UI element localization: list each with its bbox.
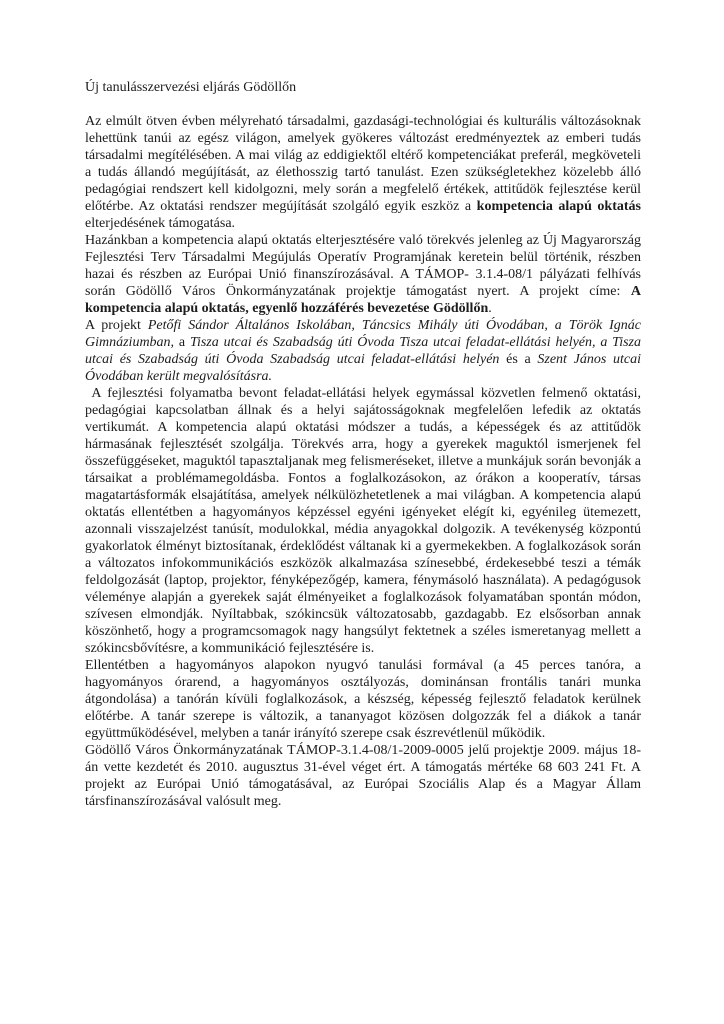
text-run: Ellentétben a hagyományos alapokon nyugvó tanulási formával (a 45 perces tanóra, a hagyományos órarend, a hagyományos osztályozás, dominánsan frontális tanári munka átgondolása) a tanórán kívüli foglalkozások, a készség, képesség fejlesztő feladatok kerülnek előtérbe. A tanár szerepe is változik, a tananyagot közösen dolgozzák fel a diákok a tanár együttműködésével, melyben a tanár irányító szerepe csak észrevétlenül működik.	[85, 658, 641, 741]
text-run: Gödöllő Város Önkormányzatának TÁMOP-3.1.4-08/1-2009-0005 jelű projektje 2009. május 18-án vette kezdetét és 2010. augusztus 31-ével véget ért. A támogatás mértéke 68 603 241 Ft. A projekt az Európai Unió támogatásával, az Európai Szociális Alap és a Magyar Állam társfinanszírozásával valósult meg.	[85, 743, 641, 809]
paragraph	[85, 113, 641, 232]
document-paragraphs	[85, 113, 641, 810]
bold-text-run: A kompetencia alapú oktatás, egyenlő hozzáférés bevezetése Gödöllőn	[85, 284, 641, 316]
paragraph	[85, 317, 641, 385]
paragraph	[85, 742, 641, 810]
italic-text-run: Szent János utcai Óvodában került megvalósításra.	[85, 352, 641, 384]
text-run: Az elmúlt ötven évben mélyreható társadalmi, gazdasági-technológiai és kulturális változásoknak lehettünk tanúi az egész világon, amelyek gyökeres változást eredményeztek az emberi tudás társadalmi megítélésében. A mai világ az eddigiektől eltérő kompetenciákat preferál, megköveteli a tudás állandó megújítását, az élethosszig tartó tanulást. Ezen szükségletekhez közelebb álló pedagógiai rendszert kell kidolgozni, mely során a megfelelő értékek, attitűdök fejlesztése kerül előtérbe. Az oktatási rendszer megújítását szolgáló egyik eszköz a	[85, 114, 641, 214]
text-run: Hazánkban a kompetencia alapú oktatás elterjesztésére való törekvés jelenleg az Új Magyarország Fejlesztési Terv Társadalmi Megújulás Operatív Programjának keretein belül történik, részben hazai és részben az Európai Unió finanszírozásával. A TÁMOP- 3.1.4-08/1 pályázati felhívás során Gödöllő Város Önkormányzatának projektje támogatást nyert. A projekt címe:	[85, 233, 641, 299]
bold-text-run: kompetencia alapú oktatás	[476, 199, 641, 214]
paragraph	[85, 385, 641, 657]
document-title: Új tanulásszervezési eljárás Gödöllőn	[85, 80, 297, 95]
text-run: A projekt	[85, 318, 148, 333]
text-run: .	[488, 301, 492, 316]
document-content	[85, 79, 641, 810]
text-run: a	[174, 335, 190, 350]
italic-text-run: Tisza utcai és Szabadság úti Óvoda Tisza utcai feladat-ellátási helyén, a Tisza utcai és Szabadság úti Óvoda Szabadság utcai feladat-ellátási helyén	[85, 335, 641, 367]
paragraph	[85, 657, 641, 742]
text-run: és a	[499, 352, 538, 367]
text-run: A fejlesztési folyamatba bevont feladat-ellátási helyek egymással közvetlen felmenő oktatási, pedagógiai kapcsolatban állnak és a helyi sajátosságoknak megfelelően lefedik az oktatás vertikumát. A kompetencia alapú oktatási módszer a tudás, a képességek és az attitűdök hármasának fejlesztését szolgálja. Törekvés arra, hogy a gyerekek maguktól ismerjenek fel összefüggéseket, maguktól tapasztaljanak meg felismeréseket, illetve a munkájuk során bevonják a társaikat a problémamegoldásba. Fontos a foglalkozásokon, az órákon a kooperatív, társas magatartásformák elsajátítása, amelyek nélkülözhetetlenek a mai világban. A kompetencia alapú oktatás ellentétben a hagyományos képzéssel egyéni igényeket elégít ki, egyénileg ütemezett, azonnali visszajelzést tanúsít, modulokkal, média anyagokkal dolgozik. A tevékenység központú gyakorlatok élményt biztosítanak, érdeklődést váltanak ki a gyermekekben. A foglalkozások során a változatos infokommunikációs eszközök alkalmazása színesebbé, érdekesebbé teszi a témák feldolgozását (laptop, projektor, fényképezőgép, kamera, fénymásoló használata). A pedagógusok véleménye alapján a gyerekek saját élményeiket a foglalkozások folyamatában spontán módon, szívesen elmondják. Nyíltabbak, szókincsük változatosabb, gazdagabb. Ez elsősorban annak köszönhető, hogy a programcsomagok nagy hangsúlyt fektetnek a széles ismeretanyag mellett a szókincsbővítésre, a kommunikáció fejlesztésére is.	[85, 386, 641, 656]
text-run: elterjedésének támogatása.	[85, 216, 236, 231]
paragraph	[85, 232, 641, 317]
italic-text-run: Petőfi Sándor Általános Iskolában, Táncsics Mihály úti Óvodában, a Török Ignác Gimnáziumban,	[85, 318, 641, 350]
